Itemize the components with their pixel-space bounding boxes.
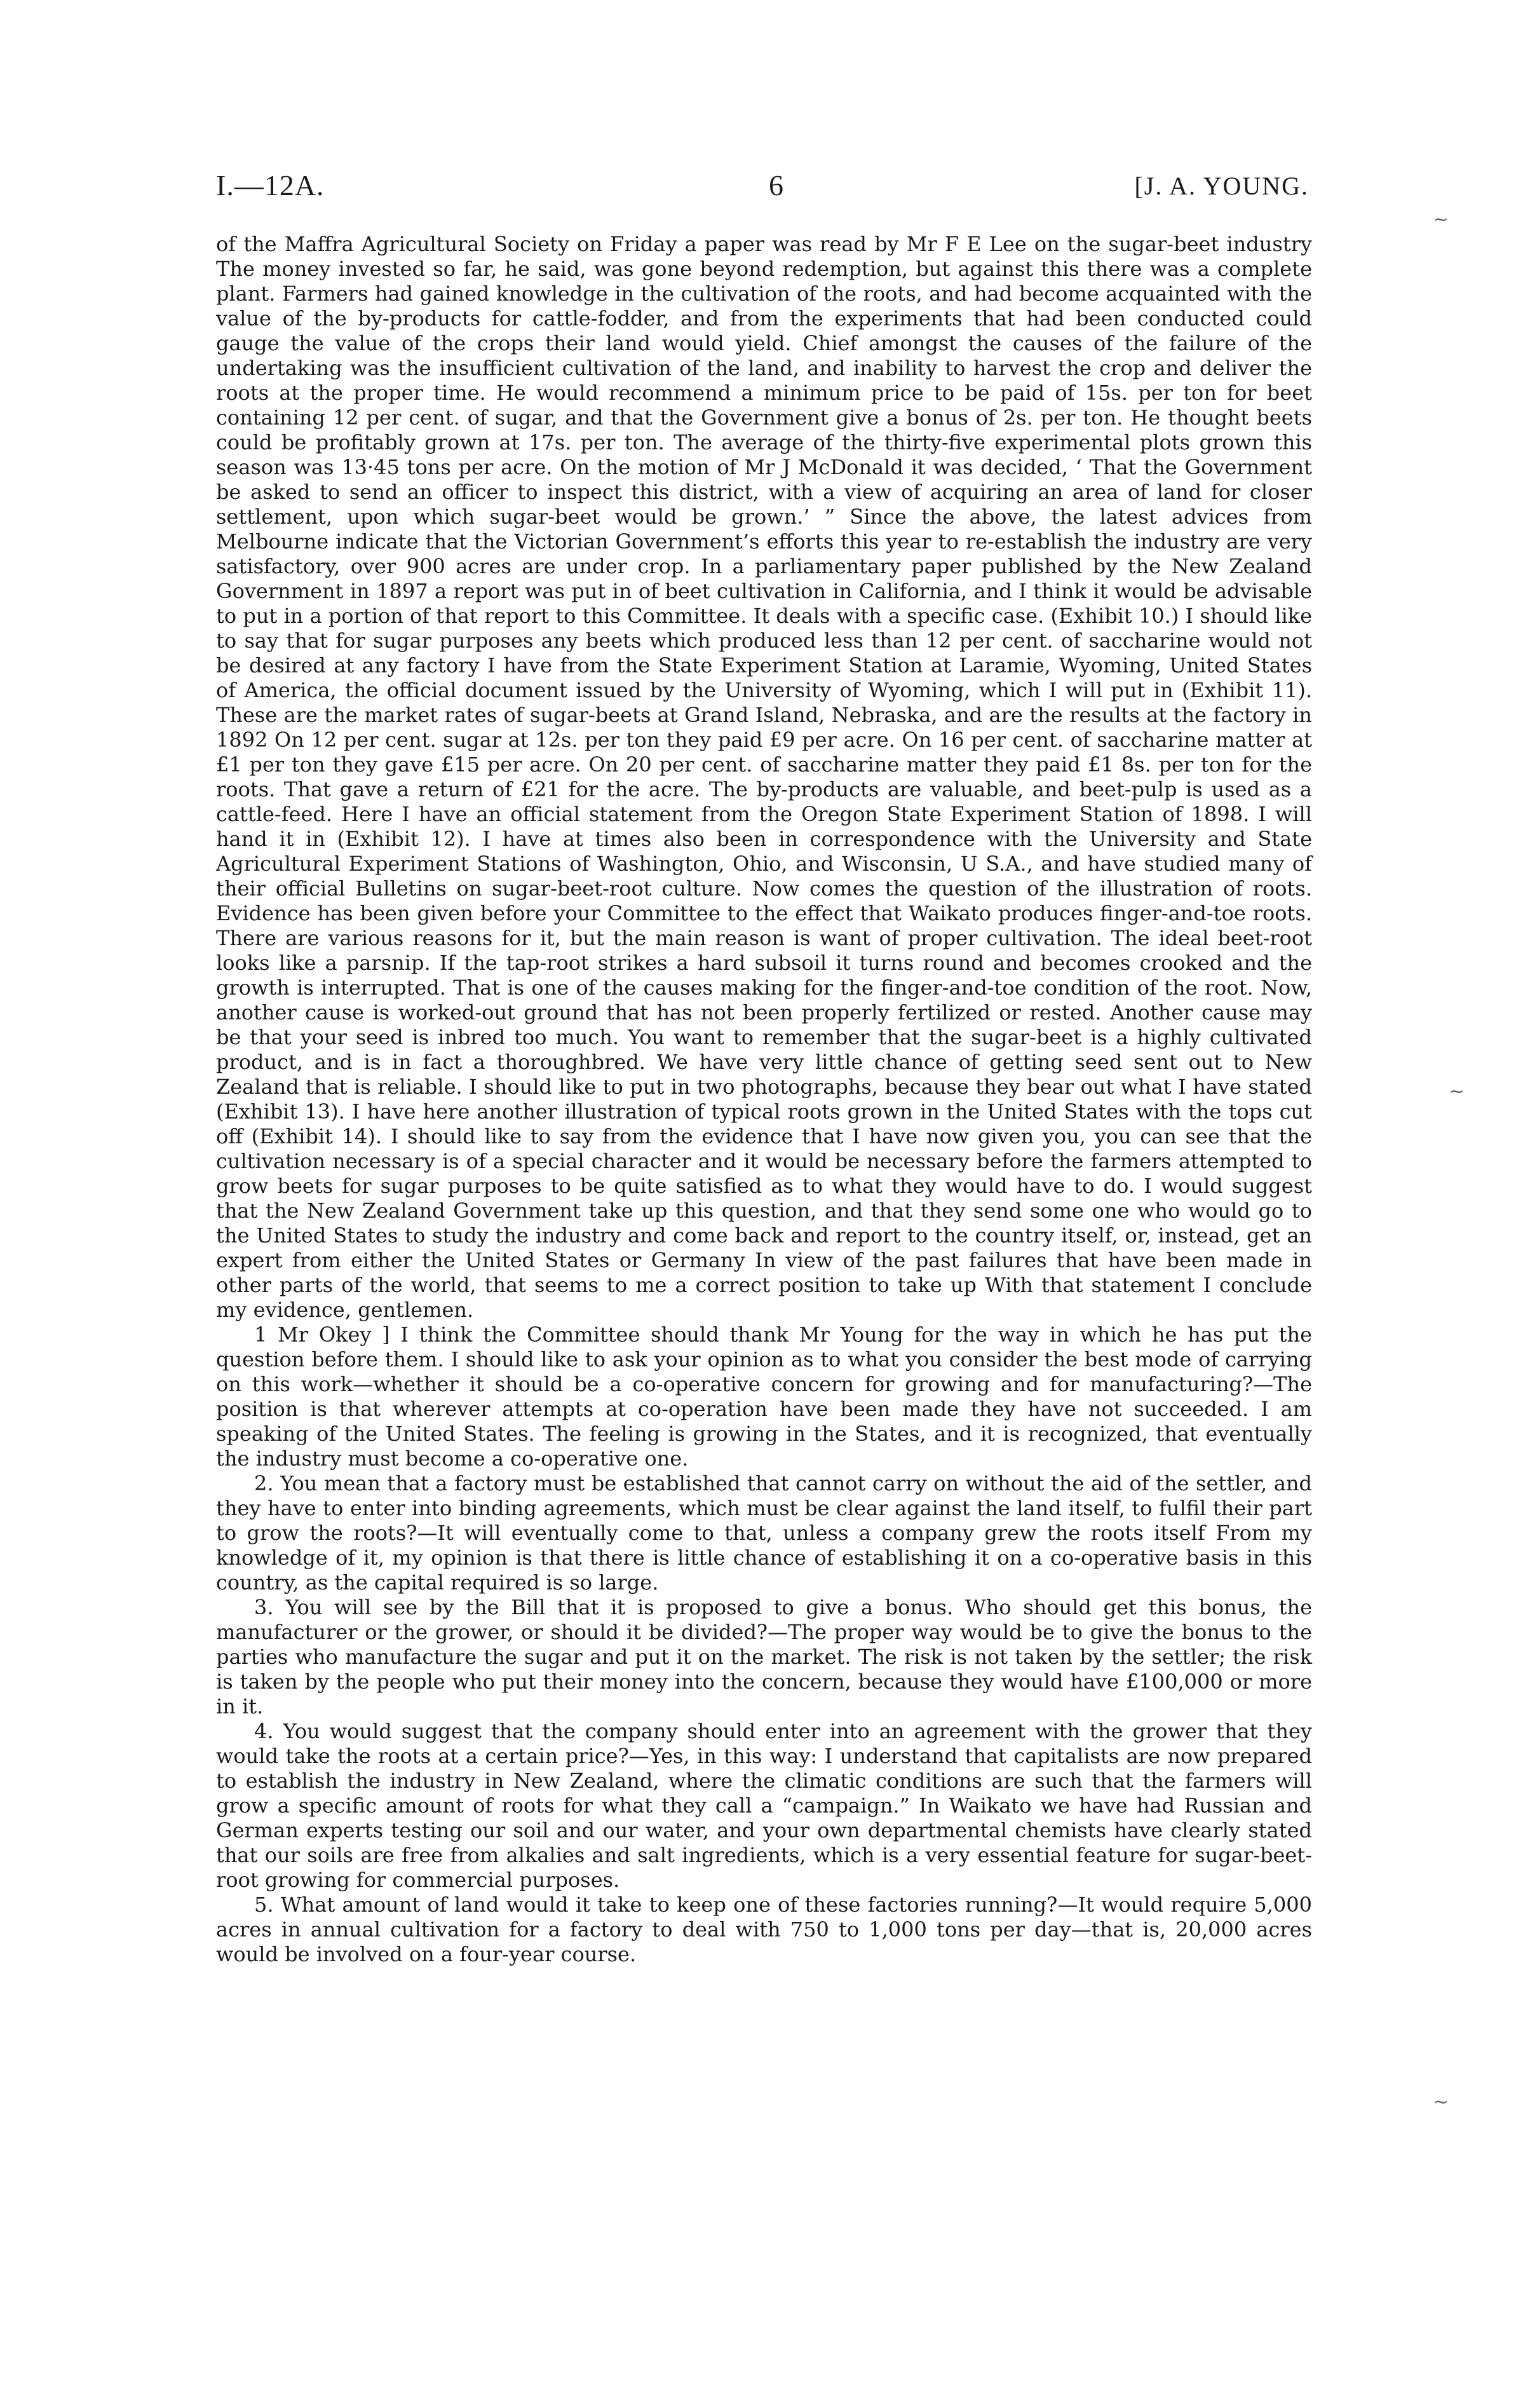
page-body [216,232,1312,1967]
margin-mark: ~ [1433,208,1449,231]
question-answer-5: 5. What amount of land would it take to keep one of these factories running?—It would require 5,000 acres in annual cultivation for a factory to deal with 750 to 1,000 tons per day—that is, 20,000 acres would be involved on a four-year course. [216,1893,1312,1966]
speaker-heading: [J. A. YOUNG. [1134,172,1309,200]
margin-mark: ~ [1449,1080,1465,1103]
margin-mark: ~ [1433,2091,1449,2113]
question-answer-4: 4. You would suggest that the company should enter into an agreement with the grower that they would take the roots at a certain price?—Yes, in this way: I understand that capitalists are now prepared to establish the industry in New Zealand, where the climatic conditions are such that the farmers will grow a specific amount of roots for what they call a “campaign.” In Waikato we have had Russian and German experts testing our soil and our water, and your own departmental chemists have clearly stated that our soils are free from alkalies and salt ingredients, which is a very essential feature for sugar-beet-root growing for commercial purposes. [216,1719,1312,1892]
page-header [216,168,1309,207]
document-reference: I.—12A. [216,169,325,201]
question-answer-3: 3. You will see by the Bill that it is proposed to give a bonus. Who should get this bonus, the manufacturer or the grower, or should it be divided?—The proper way would be to give the bonus to the parties who manufacture the sugar and put it on the market. The risk is not taken by the settler; the risk is taken by the people who put their money into the concern, because they would have £100,000 or more in it. [216,1595,1312,1718]
evidence-paragraph: of the Maffra Agricultural Society on Friday a paper was read by Mr F E Lee on the sugar-beet industry The money invested so far, he said, was gone beyond redemption, but against this there was a complete plant. Farmers had gained knowledge in the cultivation of the roots, and had become acquainted with the value of the by-products for cattle-fodder, and from the experiments that had been conducted could gauge the value of the crops their land would yield. Chief amongst the causes of the failure of the undertaking was the insufficient cultivation of the land, and inability to harvest the crop and deliver the roots at the proper time. He would recommend a minimum price to be paid of 15s. per ton for beet containing 12 per cent. of sugar, and that the Government give a bonus of 2s. per ton. He thought beets could be profitably grown at 17s. per ton. The average of the thirty-five experimental plots grown this season was 13·45 tons per acre. On the motion of Mr J McDonald it was decided, ‘ That the Government be asked to send an officer to inspect this district, with a view of acquiring an area of land for closer settlement, upon which sugar-beet would be grown.’ ” Since the above, the latest advices from Melbourne indicate that the Victorian Government’s efforts this year to re-establish the industry are very satisfactory, over 900 acres are under crop. In a parliamentary paper published by the New Zealand Government in 1897 a report was put in of beet cultivation in California, and I think it would be advisable to put in a portion of that report to this Committee. It deals with a specific case. (Exhibit 10.) I should like to say that for sugar purposes any beets which produced less than 12 per cent. of saccharine would not be desired at any factory I have from the State Experiment Station at Laramie, Wyoming, United States of America, the official document issued by the University of Wyoming, which I will put in (Exhibit 11). These are the market rates of sugar-beets at Grand Island, Nebraska, and are the results at the factory in 1892 On 12 per cent. sugar at 12s. per ton they paid £9 per acre. On 16 per cent. of saccharine matter at £1 per ton they gave £15 per acre. On 20 per cent. of saccharine matter they paid £1 8s. per ton for the roots. That gave a return of £21 for the acre. The by-products are valuable, and beet-pulp is used as a cattle-feed. Here I have an official statement from the Oregon State Experiment Station of 1898. I will hand it in (Exhibit 12). I have at times also been in correspondence with the University and State Agricultural Experiment Stations of Washington, Ohio, and Wisconsin, U S.A., and have studied many of their official Bulletins on sugar-beet-root culture. Now comes the question of the illustration of roots. Evidence has been given before your Committee to the effect that Waikato produces finger-and-toe roots. There are various reasons for it, but the main reason is want of proper cultivation. The ideal beet-root looks like a parsnip. If the tap-root strikes a hard subsoil it turns round and becomes crooked and the growth is interrupted. That is one of the causes making for the finger-and-toe condition of the root. Now, another cause is worked-out ground that has not been properly fertilized or rested. Another cause may be that your seed is inbred too much. You want to remember that the sugar-beet is a highly cultivated product, and is in fact a thoroughbred. We have very little chance of getting seed sent out to New Zealand that is reliable. I should like to put in two photographs, because they bear out what I have stated (Exhibit 13). I have here another illustration of typical roots grown in the United States with the tops cut off (Exhibit 14). I should like to say from the evidence that I have now given you, you can see that the cultivation necessary is of a special character and it would be necessary before the farmers attempted to grow beets for sugar purposes to be quite satisfied as to what they would have to do. I would suggest that the New Zealand Government take up this question, and that they send some one who would go to the United States to study the industry and come back and report to the country itself, or, instead, get an expert from either the United States or Germany In view of the past failures that have been made in other parts of the world, that seems to me a correct position to take up With that statement I conclude my evidence, gentlemen. [216,232,1312,1322]
question-answer-1: 1 Mr Okey ] I think the Committee should thank Mr Young for the way in which he has put the question before them. I should like to ask your opinion as to what you consider the best mode of carrying on this work—whether it should be a co-operative concern for growing and for manufacturing?—The position is that wherever attempts at co-operation have been made they have not succeeded. I am speaking of the United States. The feeling is growing in the States, and it is recognized, that eventually the industry must become a co-operative one. [216,1323,1312,1471]
question-answer-2: 2. You mean that a factory must be established that cannot carry on without the aid of the settler, and they have to enter into binding agreements, which must be clear against the land itself, to fulfil their part to grow the roots?—It will eventually come to that, unless a company grew the roots itself From my knowledge of it, my opinion is that there is little chance of establishing it on a co-operative basis in this country, as the capital required is so large. [216,1471,1312,1595]
page-number: 6 [769,169,783,201]
